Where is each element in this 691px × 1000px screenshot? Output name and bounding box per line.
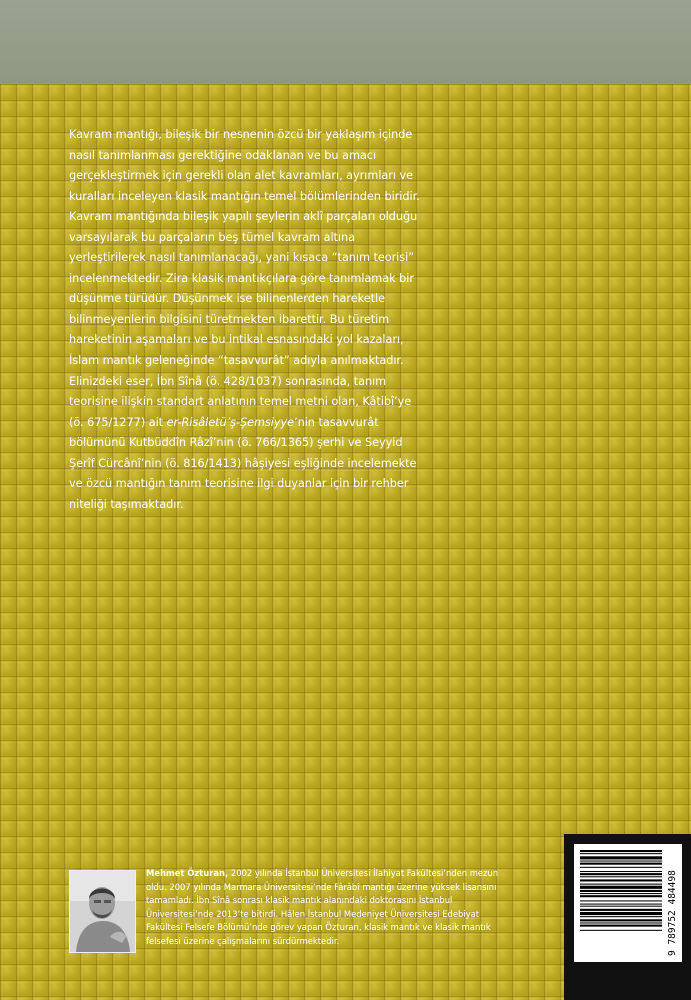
barcode-bar [580,916,662,917]
bio-line: Üniversitesi’nde 2013’te bitirdi. Hâlen İstanbul Medeniyet Üniversitesi Edebiyat [146,908,479,919]
blurb-line: kuralları inceleyen klasik mantığın temel bölümlerinden biridir. [69,189,420,203]
barcode-bar [580,890,662,892]
barcode-bar [580,867,662,868]
barcode-bar [580,884,662,885]
barcode-bar [580,873,662,875]
barcode-bar [580,925,662,927]
blurb-line: Kavram mantığı, bileşik bir nesnenin özcü bir yaklaşım içinde [69,128,413,141]
blurb-line: hareketinin aşamaları ve bu intikal esnasındaki yol kazaları, [69,333,404,347]
barcode-bar [580,912,662,915]
barcode-icon [574,844,682,962]
author-bio [146,867,566,949]
bio-line: 2002 yılında İstanbul Üniversitesi İlahiyat Fakültesi’nden mezun [228,868,499,878]
barcode-bar [580,871,662,872]
barcode-bar [580,906,662,907]
blurb-line: nasıl tanımlanması gerektiğine odaklanan ve bu amacı [69,148,377,162]
blurb-line: incelenmektedir. Zira klasik mantıkçılara göre tanımlamak bir [69,271,414,285]
barcode-bar [580,919,662,921]
barcode-bar [580,879,662,881]
blurb-line: gerçekleştirmek için gerekli olan alet kavramları, ayrımları ve [69,169,414,183]
barcode-bar [580,922,662,923]
bio-line: Fakültesi Felsefe Bölümü’nde görev yapan Özturan, klasik mantık ve klasik mantık [146,922,491,933]
bio-line: tamamladı. İbn Sînâ sonrası klasik mantık alanındaki doktorasını İstanbul [146,895,453,906]
blurb-line: teorisine ilişkin standart anlatının temel metni olan, Kâtibî’ye [69,395,412,409]
book-title-italic: er-Risâletü’ş-Şemsiyye [166,415,295,429]
barcode-panel [564,834,691,1000]
barcode-bar [580,904,662,905]
blurb-line: bilinmeyenlerin bilgisini türetmekten ibarettir. Bu türetim [69,312,390,326]
blurb-line: Kavram mantığında bileşik yapılı şeylerin aklî parçaları olduğu [69,210,418,224]
barcode-bar [580,876,662,877]
top-color-band [0,0,691,84]
blurb-line: ve özcü mantığın tanım teorisine ilgi duyanlar için bir rehber [69,477,409,491]
barcode-bar [580,861,662,862]
blurb-line: varsayılarak bu parçaların beş tümel kavram altına [69,230,355,244]
barcode-bar [580,900,662,901]
barcode-bar [580,909,662,911]
bio-line: oldu. 2007 yılında Marmara Üniversitesi’nde Fârâbî mantığı üzerine yüksek lisansını [146,881,497,892]
barcode-bar [580,853,662,854]
barcode-bar [580,930,662,931]
bio-first-line [146,867,566,881]
author-photo [69,870,136,953]
blurb-line: Şerîf Cürcânî’nin (ö. 816/1413) hâşiyesi eşliğinde incelemekte [69,456,417,470]
barcode [574,844,682,962]
blurb-line: bölümünü Kutbüddîn Râzî’nin (ö. 766/1365) şerhi ve Seyyid [69,436,403,450]
blurb-line-start: (ö. 675/1277) ait [69,415,167,429]
blurb-line: İslam mantık geleneğinde “tasavvurât” adıyla anılmaktadır. [69,354,404,368]
blurb-line-end: ’nin tasavvurât [294,415,379,429]
blurb-line: niteliği taşımaktadır. [69,497,184,511]
barcode-bar [580,863,662,865]
blurb-line: yerleştirilerek nasıl tanımlanacağı, yani kısaca “tanım teorisi” [69,251,414,265]
author-portrait-icon [70,871,135,952]
barcode-bar [580,886,662,889]
author-name: Mehmet Özturan, [146,868,229,878]
blurb-line: Elinizdeki eser, İbn Sînâ (ö. 428/1037) sonrasında, tanım [69,374,387,388]
barcode-bar [580,895,662,897]
barcode-bar [580,893,662,894]
blurb-line-with-title [69,413,419,434]
back-cover-blurb [69,125,419,515]
barcode-bar [580,856,662,859]
blurb-line: düşünme türüdür. Düşünmek ise bilinenlerden hareketle [69,292,385,306]
bio-line: felsefesi üzerine çalışmalarını sürdürmektedir. [146,935,340,946]
barcode-bar [580,850,662,852]
isbn-digits: 9 789752 484498 [667,870,678,956]
